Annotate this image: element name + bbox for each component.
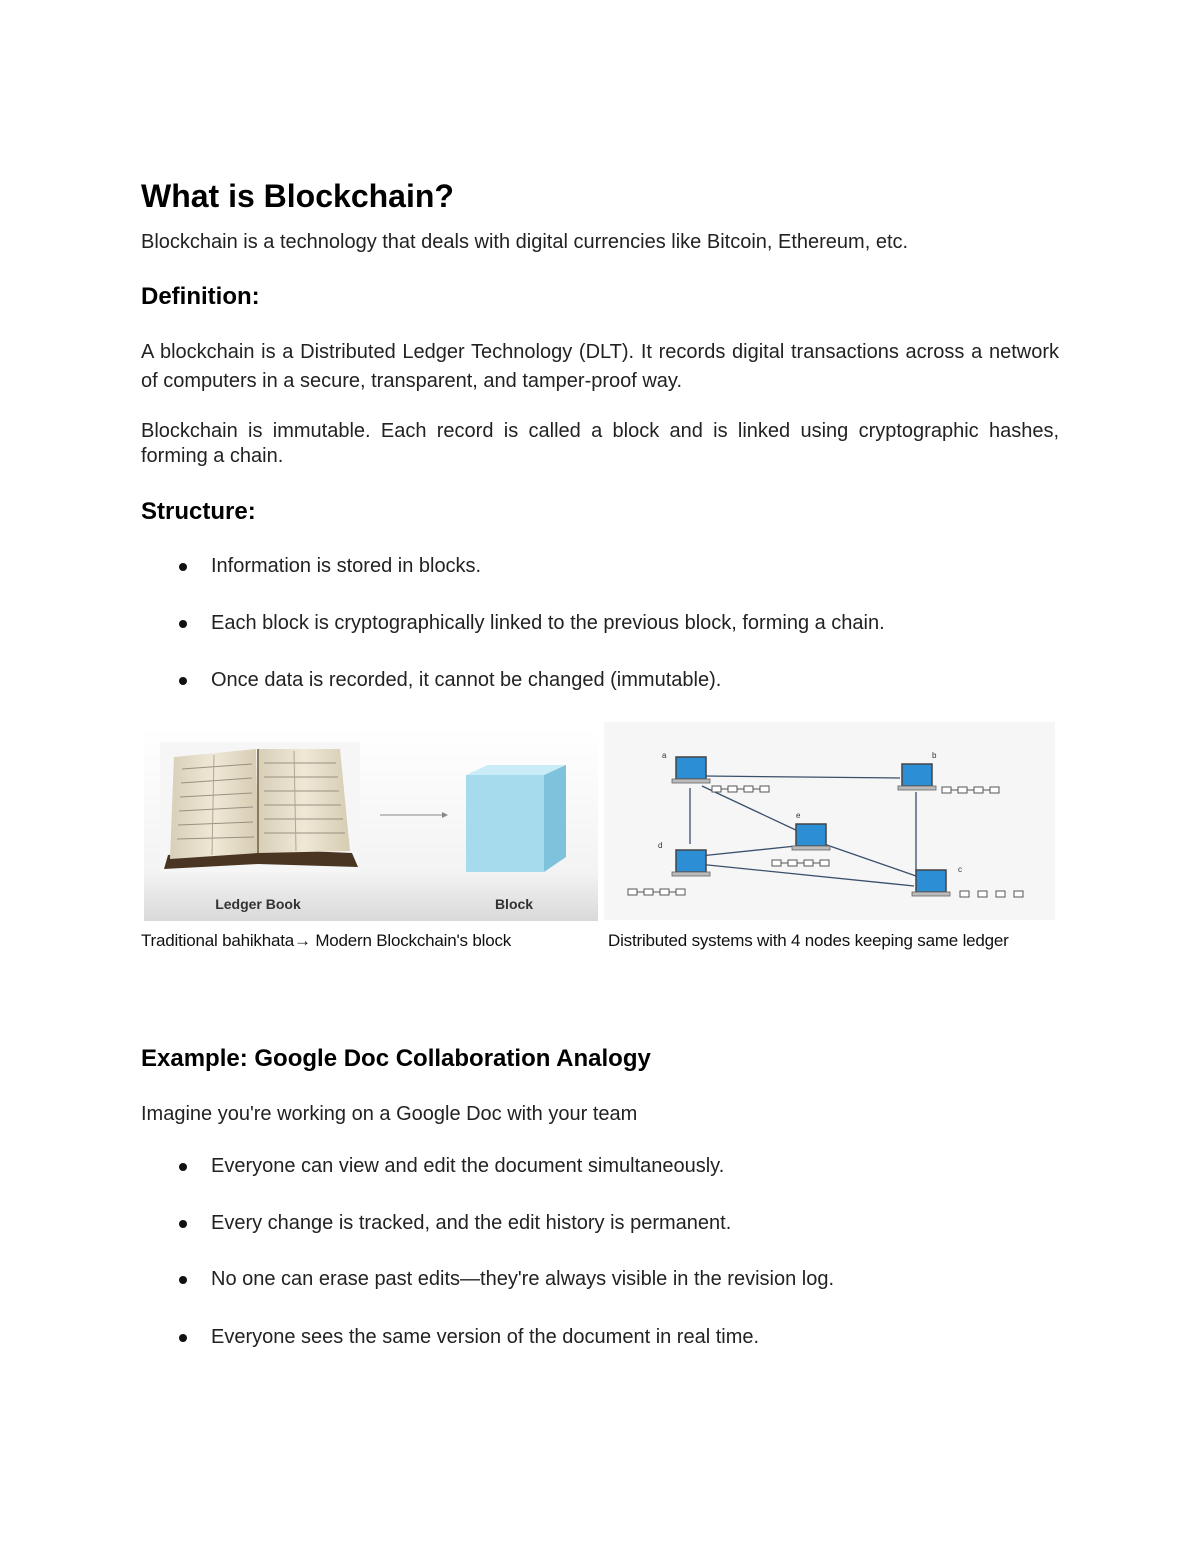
network-diagram [604, 722, 1055, 920]
example-bullet-text: No one can erase past edits—they're always visible in the revision log. [211, 1268, 835, 1290]
bullet-dot-icon [179, 677, 187, 685]
structure-bullet-text: Each block is cryptographically linked to the previous block, forming a chain. [211, 612, 885, 634]
intro-paragraph: Blockchain is a technology that deals with digital currencies like Bitcoin, Ethereum, etc. [141, 231, 909, 253]
laptop-node-e-icon [792, 824, 830, 850]
network-figure-caption: Distributed systems with 4 nodes keeping same ledger [608, 931, 1009, 950]
bullet-dot-icon [179, 1163, 187, 1171]
distributed-network-figure [604, 722, 1055, 920]
node-label: a [662, 751, 667, 760]
ledger-book-icon [160, 742, 360, 872]
definition-paragraph-2: Blockchain is immutable. Each record is called a block and is linked using cryptographic hashes, forming a chain. [141, 420, 1059, 467]
structure-bullet-text: Once data is recorded, it cannot be changed (immutable). [211, 669, 722, 691]
definition-paragraph-1: A blockchain is a Distributed Ledger Technology (DLT). It records digital transactions across a network of computers in a secure, transparent, and tamper-proof way. [141, 341, 1059, 392]
example-bullet-text: Everyone sees the same version of the document in real time. [211, 1326, 760, 1348]
laptop-node-b-icon [898, 764, 936, 790]
block-cube-icon [466, 765, 566, 872]
node-label: c [958, 865, 962, 874]
bullet-dot-icon [179, 1334, 187, 1342]
node-label: b [932, 751, 937, 760]
ledger-figure-caption: Traditional bahikhata→ Modern Blockchain's block [141, 931, 512, 950]
example-bullet-text: Every change is tracked, and the edit history is permanent. [211, 1212, 732, 1234]
bullet-dot-icon [179, 563, 187, 571]
ledger-to-block-illustration [144, 727, 598, 921]
laptop-node-c-icon [912, 870, 950, 896]
example-heading: Example: Google Doc Collaboration Analogy [141, 1045, 651, 1072]
bullet-dot-icon [179, 620, 187, 628]
laptop-node-d-icon [672, 850, 710, 876]
ledger-to-block-figure [144, 727, 598, 921]
example-intro: Imagine you're working on a Google Doc with your team [141, 1103, 638, 1125]
bullet-dot-icon [179, 1276, 187, 1284]
node-label: e [796, 811, 801, 820]
bullet-dot-icon [179, 1220, 187, 1228]
definition-heading: Definition: [141, 283, 260, 310]
structure-bullet-text: Information is stored in blocks. [211, 555, 482, 577]
block-label: Block [494, 896, 534, 912]
ledger-book-label: Ledger Book [215, 896, 301, 912]
example-bullet-text: Everyone can view and edit the document simultaneously. [211, 1155, 725, 1177]
page-title: What is Blockchain? [141, 178, 454, 214]
structure-heading: Structure: [141, 498, 256, 525]
laptop-node-a-icon [672, 757, 710, 783]
node-label: d [658, 841, 663, 850]
